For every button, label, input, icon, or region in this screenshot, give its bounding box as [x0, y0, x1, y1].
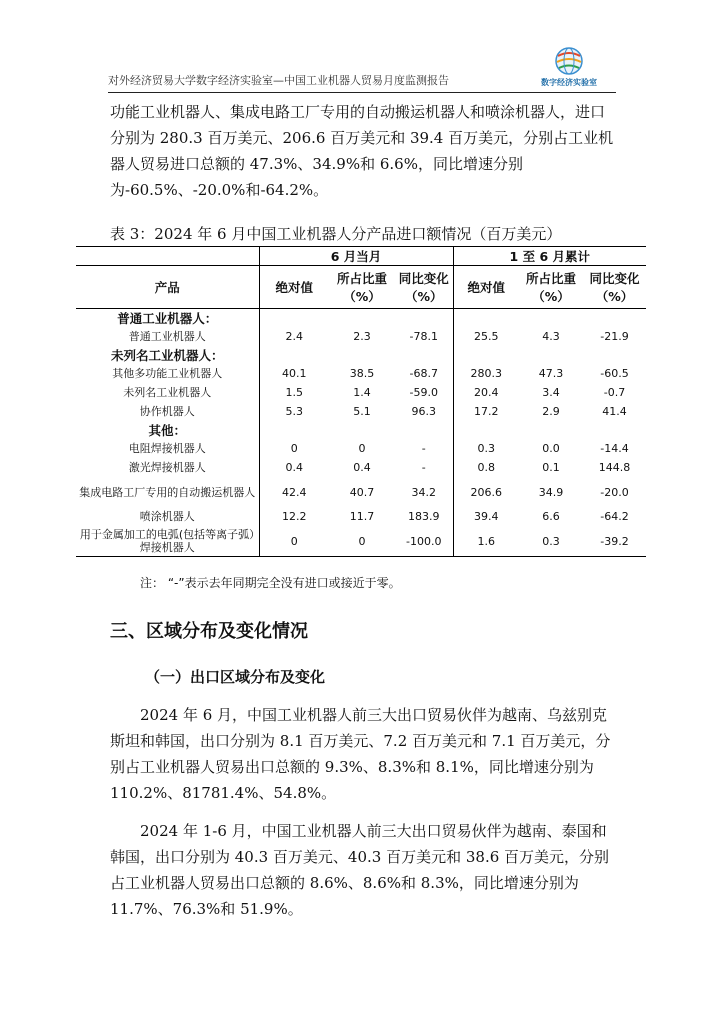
table-header-row-1	[76, 247, 646, 266]
cell-month-abs: 12.2	[259, 507, 329, 526]
cell-month-abs: 40.1	[259, 364, 329, 383]
cell-month-yoy: 34.2	[411, 485, 436, 499]
cell-cum-abs: 0.8	[453, 458, 519, 477]
table-group-row	[76, 346, 646, 364]
cell-month-share: 1.4	[353, 386, 371, 399]
row-product-name: 激光焊接机器人	[128, 461, 206, 474]
table-row	[76, 507, 646, 526]
table-row	[76, 383, 646, 402]
cell-cum-share: 2.9	[542, 405, 560, 418]
cell-cum-yoy: 144.8	[598, 461, 631, 474]
paragraph-june: 2024 年 6 月，中国工业机器人前三大出口贸易伙伴为越南、乌兹别克斯坦和韩国，出口分别为 8.1 百万美元、7.2 百万美元和 7.1 百万美元，分别占工业机器人贸易出口总额的 9.3%、8.3%和 8.1%，同比增速分别为 110.2%、81781.4%、54.8%。	[110, 706, 611, 802]
cell-cum-share: 34.9	[538, 485, 564, 499]
cell-cum-share: 4.3	[542, 330, 560, 343]
section-title: 三、区域分布及变化情况	[110, 621, 308, 642]
cell-cum-share: 3.4	[542, 386, 560, 399]
cell-cum-abs: 280.3	[453, 364, 519, 383]
subsection-title: （一）出口区域分布及变化	[145, 668, 326, 686]
cell-cum-yoy: -21.9	[600, 330, 629, 343]
cell-month-share: 0.4	[353, 461, 371, 474]
cell-month-share: 0	[358, 534, 366, 548]
cell-month-yoy: -100.0	[406, 534, 442, 548]
row-product-name: 电阻焊接机器人	[128, 442, 206, 455]
row-product-name: 未列名工业机器人	[123, 386, 212, 399]
cell-cum-yoy: -0.7	[603, 386, 626, 399]
cell-cum-yoy: -39.2	[600, 534, 629, 548]
cell-month-yoy: -	[421, 461, 426, 474]
cell-cum-abs: 206.6	[453, 477, 519, 507]
cell-cum-abs: 25.5	[453, 327, 519, 346]
cell-month-share: 2.3	[353, 330, 371, 343]
cell-month-abs: 5.3	[259, 402, 329, 421]
row-product-name: 协作机器人	[139, 405, 195, 418]
table-caption: 表 3：2024 年 6 月中国工业机器人分产品进口额情况（百万美元）	[110, 225, 562, 243]
cell-cum-share: 0.0	[542, 442, 560, 455]
col-cum-share: 所占比重 （%）	[526, 271, 577, 304]
col-cum-yoy: 同比变化 （%）	[589, 271, 640, 304]
cell-month-abs: 2.4	[259, 327, 329, 346]
cell-month-yoy: 183.9	[408, 510, 440, 523]
table-header-row-2	[76, 266, 646, 309]
group-label: 普通工业机器人：	[117, 311, 218, 326]
cell-month-abs: 0	[259, 439, 329, 458]
row-product-name: 普通工业机器人	[128, 330, 206, 343]
table-group-row	[76, 309, 646, 328]
table-row	[76, 364, 646, 383]
col-cum-abs: 绝对值	[453, 266, 519, 309]
col-month-share: 所占比重 （%）	[336, 271, 387, 304]
table-row	[76, 477, 646, 507]
cell-month-abs: 42.4	[259, 477, 329, 507]
cell-month-share: 5.1	[353, 405, 371, 418]
cell-cum-share: 0.3	[542, 534, 560, 548]
intro-paragraph: 功能工业机器人、集成电路工厂专用的自动搬运机器人和喷涂机器人，进口分别为 280.3 百万美元、206.6 百万美元和 39.4 百万美元，分别占工业机器人贸易进口总额的 47.3%、34.9%和 6.6%，同比增速分别为-60.5%、-20.0%和-64.2%。	[110, 103, 614, 199]
paragraph-h1: 2024 年 1-6 月，中国工业机器人前三大出口贸易伙伴为越南、泰国和韩国，出口分别为 40.3 百万美元、40.3 百万美元和 38.6 百万美元，分别占工业机器人贸易出口总额的 8.6%、8.6%和 8.3%，同比增速分别为 11.7%、76.3%和 51.9%。	[110, 822, 610, 918]
cell-cum-share: 0.1	[542, 461, 560, 474]
table-body	[76, 309, 646, 557]
col-month-abs: 绝对值	[259, 266, 329, 309]
table-group-row	[76, 421, 646, 439]
cell-month-share: 40.7	[349, 485, 375, 499]
globe-icon	[532, 46, 606, 78]
cell-month-share: 11.7	[349, 510, 375, 523]
cell-cum-share: 6.6	[542, 510, 560, 523]
table-row	[76, 402, 646, 421]
row-product-name: 用于金属加工的电弧(包括等离子弧）焊接机器人	[79, 528, 255, 554]
group-label: 未列名工业机器人：	[110, 348, 224, 363]
group-label: 其他：	[148, 423, 186, 438]
cell-month-share: 0	[358, 442, 366, 455]
cell-month-yoy: -59.0	[409, 386, 438, 399]
cell-cum-abs: 1.6	[453, 526, 519, 557]
cell-month-yoy: -	[421, 442, 426, 455]
cell-cum-abs: 39.4	[453, 507, 519, 526]
cell-month-abs: 0.4	[259, 458, 329, 477]
import-table	[76, 246, 646, 557]
page-header	[108, 40, 616, 93]
period-month-header: 6 月当月	[259, 247, 453, 266]
cell-month-yoy: -68.7	[409, 367, 438, 380]
cell-cum-yoy: 41.4	[602, 405, 627, 418]
cell-cum-yoy: -64.2	[600, 510, 629, 523]
cell-cum-yoy: -60.5	[600, 367, 629, 380]
table-row	[76, 458, 646, 477]
cell-month-yoy: -78.1	[409, 330, 438, 343]
logo-text: 数字经济实验室	[541, 78, 597, 87]
row-product-name: 喷涂机器人	[139, 510, 195, 523]
lab-logo	[532, 46, 606, 88]
table-row	[76, 327, 646, 346]
cell-cum-share: 47.3	[538, 367, 564, 380]
cell-cum-abs: 20.4	[453, 383, 519, 402]
cell-cum-abs: 17.2	[453, 402, 519, 421]
col-product: 产品	[154, 280, 180, 295]
col-month-yoy: 同比变化 （%）	[398, 271, 449, 304]
cell-cum-abs: 0.3	[453, 439, 519, 458]
row-product-name: 集成电路工厂专用的自动搬运机器人	[79, 485, 256, 499]
header-title: 对外经济贸易大学数字经济实验室—中国工业机器人贸易月度监测报告	[108, 74, 449, 87]
table-row	[76, 526, 646, 557]
cell-month-abs: 1.5	[259, 383, 329, 402]
table-row	[76, 439, 646, 458]
table-note: 注： “-”表示去年同期完全没有进口或接近于零。	[140, 576, 401, 590]
cell-cum-yoy: -14.4	[600, 442, 629, 455]
period-cumulative-header: 1 至 6 月累计	[453, 247, 646, 266]
cell-month-yoy: 96.3	[411, 405, 436, 418]
cell-month-share: 38.5	[349, 367, 375, 380]
row-product-name: 其他多功能工业机器人	[112, 367, 223, 380]
cell-cum-yoy: -20.0	[600, 485, 629, 499]
cell-month-abs: 0	[259, 526, 329, 557]
